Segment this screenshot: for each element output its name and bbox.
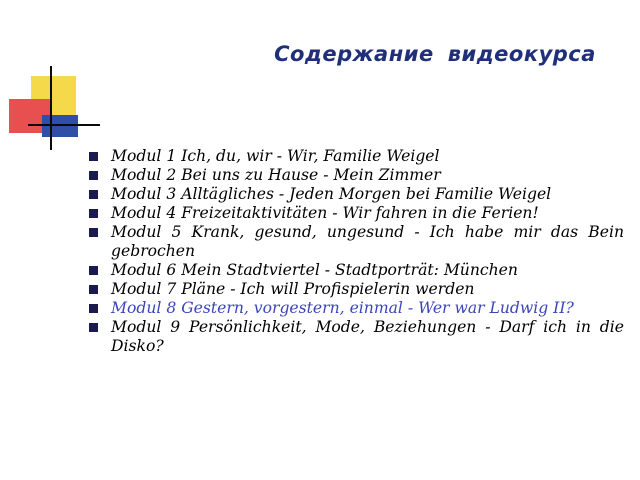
module-item-5 [88,223,624,260]
square-bullet-icon [89,304,98,313]
square-bullet-icon [89,171,98,180]
square-bullet-icon [89,228,98,237]
module-item-text: Modul 4 Freizeitaktivitäten - Wir fahren in die Ferien! [111,204,539,223]
module-item-3 [88,185,624,204]
module-item-text: Modul 1 Ich, du, wir - Wir, Familie Weigel [111,147,440,165]
decorative-corner-graphic [0,0,100,150]
module-item-text: Modul 6 Mein Stadtviertel - Stadtporträt: München [111,261,518,280]
module-item-1 [88,147,624,166]
module-item-text: Modul 7 Pläne - Ich will Profispielerin werden [111,280,475,299]
module-item-text: Modul 5 Krank, gesund, ungesund - Ich habe mir das Bein gebrochen [111,223,624,260]
title-word-1: Содержание [274,42,434,66]
slide-title [250,42,620,66]
square-bullet-icon [89,190,98,199]
square-bullet-icon [89,285,98,294]
title-word-2: видеокурса [447,42,596,66]
module-item-7 [88,280,624,299]
module-item-text: Modul 2 Bei uns zu Hause - Mein Zimmer [111,166,441,185]
module-item-text[interactable]: Modul 8 Gestern, vorgestern, einmal - Wer war Ludwig II? [111,299,574,318]
module-item-2 [88,166,624,185]
module-item-text: Modul 3 Alltägliches - Jeden Morgen bei Familie Weigel [111,185,552,204]
module-item-9 [88,318,624,355]
module-item-4 [88,204,624,223]
square-bullet-icon [89,152,98,161]
module-item-6 [88,261,624,280]
module-item-8-link[interactable] [88,299,624,318]
square-bullet-icon [89,266,98,275]
square-bullet-icon [89,209,98,218]
module-item-text: Modul 9 Persönlichkeit, Mode, Beziehungen - Darf ich in die Disko? [111,318,624,355]
module-list [88,147,624,356]
square-bullet-icon [89,323,98,332]
